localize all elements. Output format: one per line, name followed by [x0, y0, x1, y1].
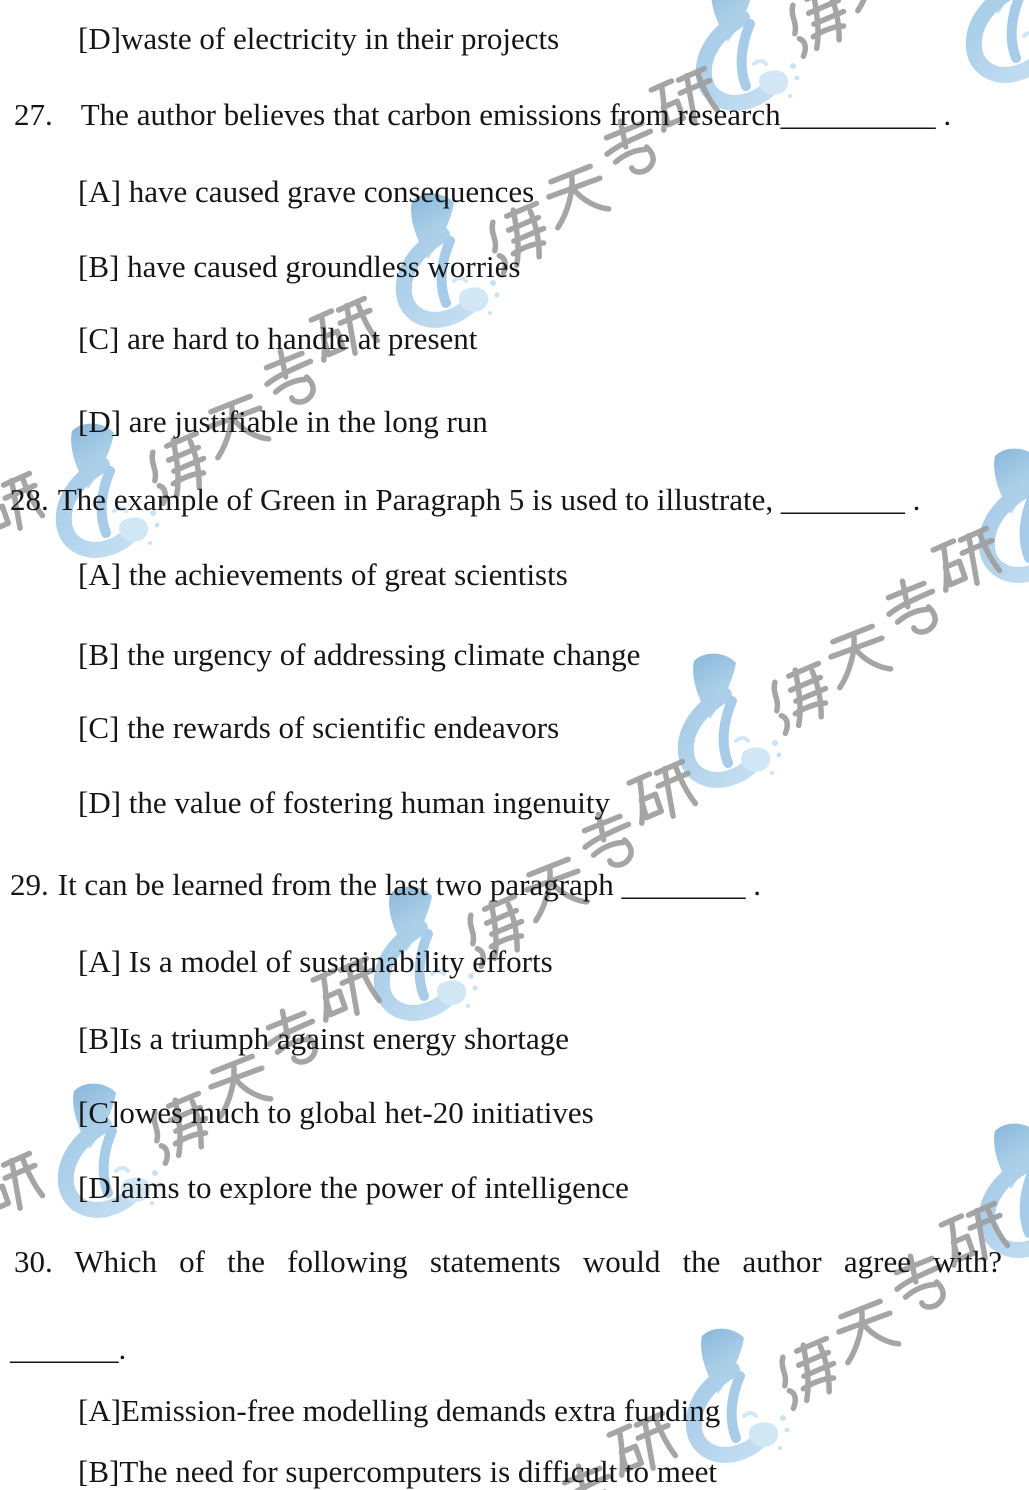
- question-30-option-b: [B]The need for supercomputers is difficult to meet: [78, 1454, 718, 1489]
- question-29-option-a: [A] Is a model of sustainability efforts: [78, 944, 553, 979]
- question-30-option-a: [A]Emission-free modelling demands extra funding: [78, 1393, 721, 1428]
- question-28-stem: The example of Green in Paragraph 5 is used to illustrate, ________ .: [57, 482, 921, 517]
- question-28-option-a: [A] the achievements of great scientists: [78, 557, 568, 592]
- question-29-number: 29.: [10, 867, 49, 902]
- question-28-option-b: [B] the urgency of addressing climate change: [78, 637, 641, 672]
- question-30: [14, 1242, 1002, 1282]
- question-29-option-b: [B]Is a triumph against energy shortage: [78, 1021, 569, 1056]
- question-28-option-c: [C] the rewards of scientific endeavors: [78, 710, 560, 745]
- question-28-number: 28.: [10, 482, 49, 517]
- question-27-option-c: [C] are hard to handle at present: [78, 321, 478, 356]
- option-26-d: [D]waste of electricity in their projects: [78, 21, 560, 56]
- question-27-number: 27.: [14, 97, 53, 132]
- question-28-option-d: [D] the value of fostering human ingenuity: [78, 785, 611, 820]
- question-29: [10, 865, 761, 905]
- question-30-number: 30.: [14, 1244, 53, 1279]
- question-28: [10, 480, 920, 520]
- question-27-option-d: [D] are justifiable in the long run: [78, 404, 488, 439]
- question-27-option-a: [A] have caused grave consequences: [78, 174, 535, 209]
- question-30-blank: _______.: [10, 1331, 127, 1366]
- question-30-stem: Which of the following statements would the author agree with?: [74, 1244, 1002, 1279]
- question-27-option-b: [B] have caused groundless worries: [78, 249, 521, 284]
- question-27: [14, 95, 951, 135]
- question-29-stem: It can be learned from the last two paragraph ________ .: [57, 867, 762, 902]
- question-29-option-d: [D]aims to explore the power of intelligence: [78, 1170, 629, 1205]
- question-27-stem: The author believes that carbon emissions from research__________ .: [80, 97, 952, 132]
- question-29-option-c: [C]owes much to global het-20 initiatives: [78, 1095, 594, 1130]
